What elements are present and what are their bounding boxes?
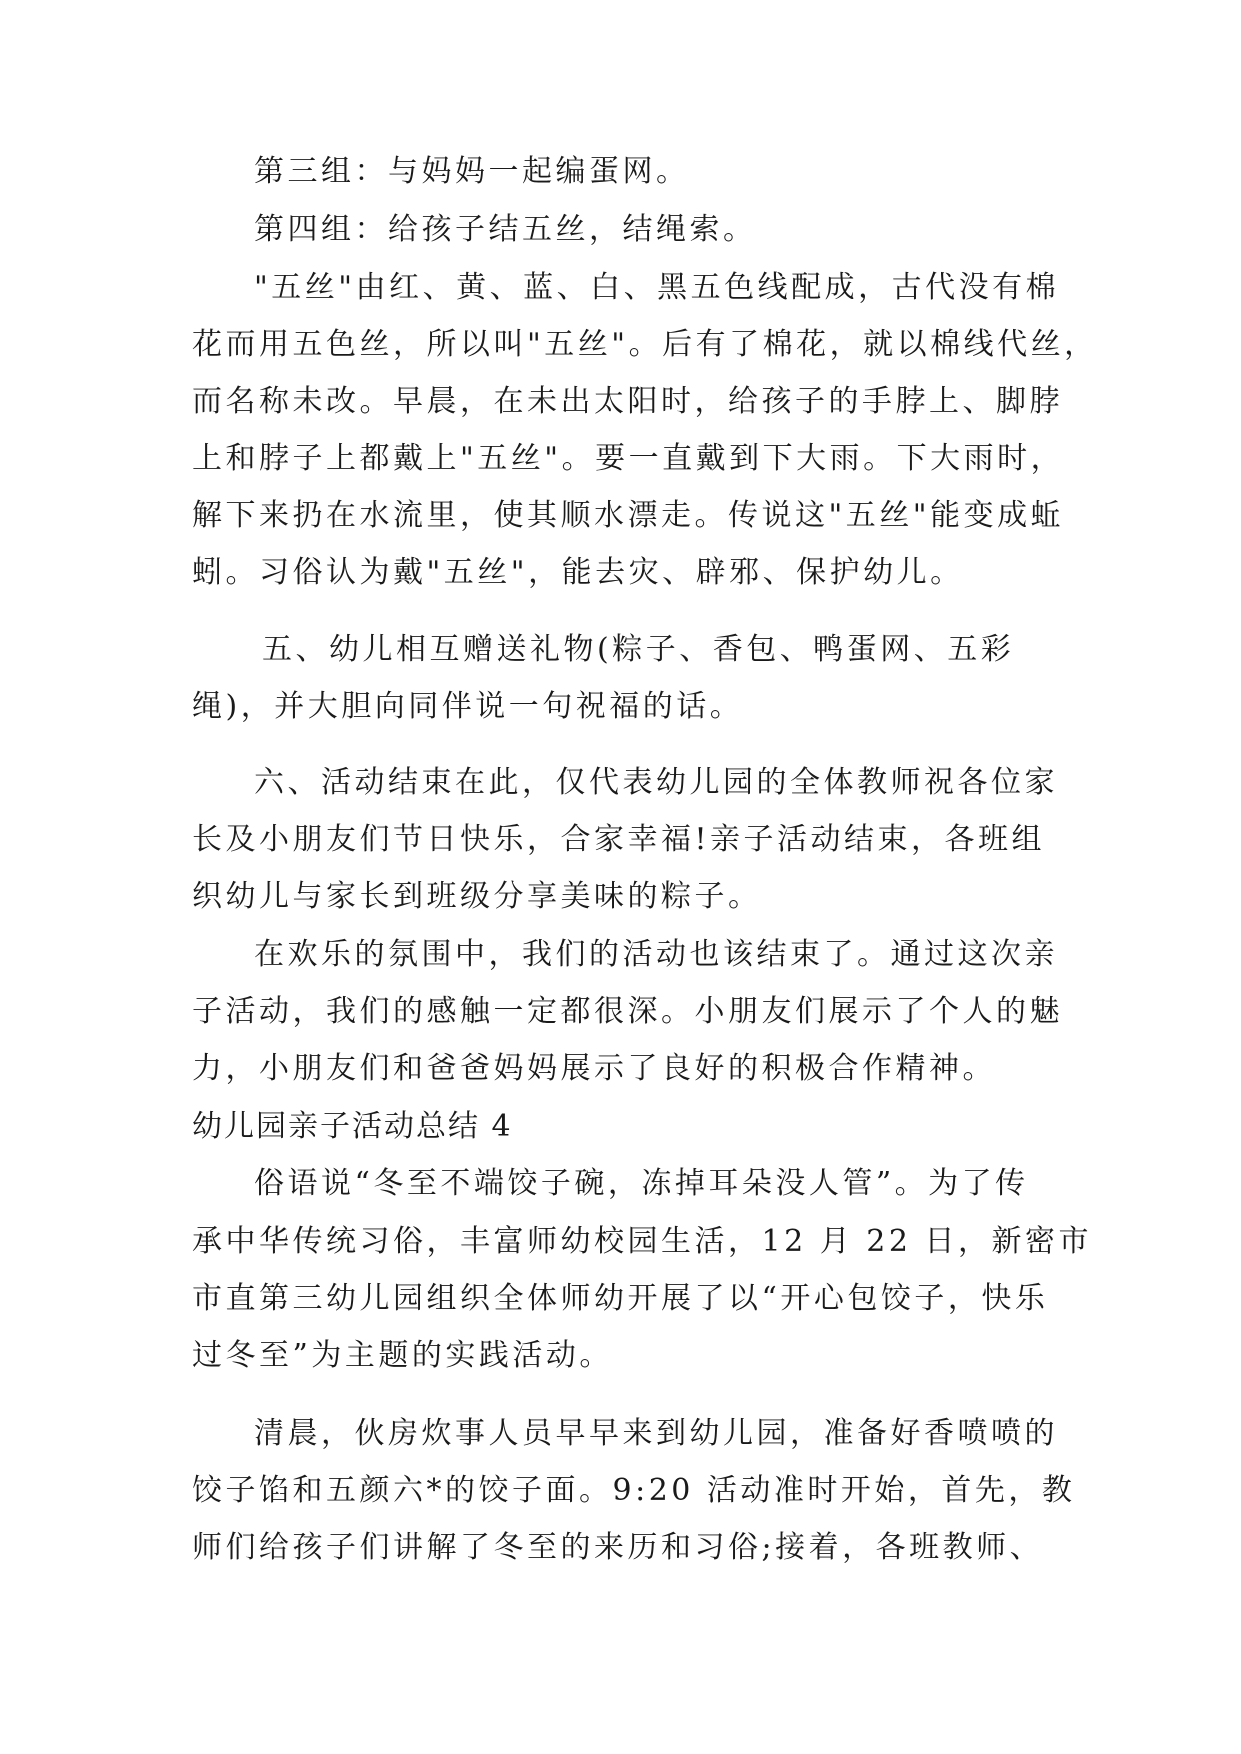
paragraph-line: 第四组：给孩子结五丝，结绳索。	[254, 212, 757, 247]
paragraph-line: 而名称未改。早晨，在未出太阳时，给孩子的手脖上、脚脖	[192, 384, 1063, 419]
paragraph-line: 饺子馅和五颜六*的饺子面。9:20 活动准时开始，首先，教	[192, 1473, 1076, 1508]
paragraph-line: 五、幼儿相互赠送礼物(粽子、香包、鸭蛋网、五彩	[262, 632, 1015, 667]
paragraph-line: 清晨，伙房炊事人员早早来到幼儿园，准备好香喷喷的	[254, 1416, 1058, 1451]
paragraph-line: 过冬至”为主题的实践活动。	[192, 1338, 613, 1373]
paragraph-line: 长及小朋友们节日快乐，合家幸福!亲子活动结束，各班组	[192, 822, 1046, 857]
paragraph-line: 市直第三幼儿园组织全体师幼开展了以“开心包饺子，快乐	[192, 1281, 1049, 1316]
paragraph-line: 力，小朋友们和爸爸妈妈展示了良好的积极合作精神。	[192, 1051, 996, 1086]
paragraph-line: 绳)，并大胆向同伴说一句祝福的话。	[192, 689, 744, 724]
paragraph-line: 上和脖子上都戴上"五丝"。要一直戴到下大雨。下大雨时，	[192, 441, 1065, 476]
paragraph-line: 织幼儿与家长到班级分享美味的粽子。	[192, 879, 762, 914]
paragraph-line: 在欢乐的氛围中，我们的活动也该结束了。通过这次亲	[254, 937, 1058, 972]
paragraph-line: 子活动，我们的感触一定都很深。小朋友们展示了个人的魅	[192, 994, 1063, 1029]
paragraph-line: 师们给孩子们讲解了冬至的来历和习俗;接着，各班教师、	[192, 1530, 1044, 1565]
paragraph-line: 承中华传统习俗，丰富师幼校园生活，12 月 22 日，新密市	[192, 1224, 1092, 1259]
paragraph-line: 俗语说“冬至不端饺子碗，冻掉耳朵没人管”。为了传	[254, 1166, 1029, 1201]
section-heading: 幼儿园亲子活动总结 4	[192, 1109, 513, 1144]
paragraph-line: 花而用五色丝，所以叫"五丝"。后有了棉花，就以棉线代丝，	[192, 327, 1098, 362]
paragraph-line: 六、活动结束在此，仅代表幼儿园的全体教师祝各位家	[254, 765, 1058, 800]
paragraph-line: "五丝"由红、黄、蓝、白、黑五色线配成，古代没有棉	[254, 270, 1060, 305]
paragraph-line: 第三组：与妈妈一起编蛋网。	[254, 154, 690, 189]
paragraph-line: 解下来扔在水流里，使其顺水漂走。传说这"五丝"能变成蚯	[192, 498, 1065, 533]
paragraph-line: 蚓。习俗认为戴"五丝"，能去灾、辟邪、保护幼儿。	[192, 555, 964, 590]
